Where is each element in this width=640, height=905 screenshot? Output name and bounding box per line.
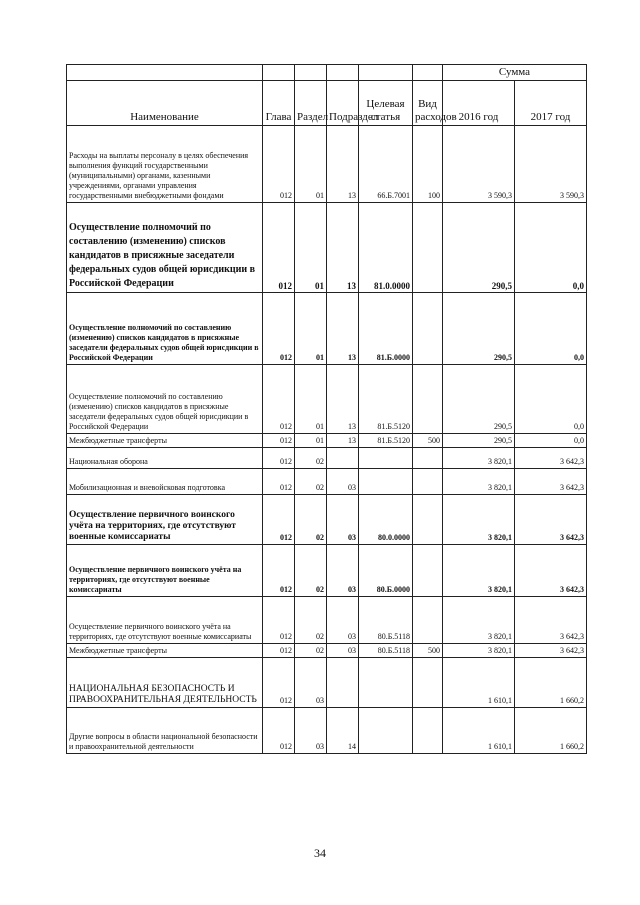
- row-glava: 012: [263, 448, 295, 469]
- header-razdel: Раздел: [295, 81, 327, 126]
- row-glava: 012: [263, 203, 295, 293]
- row-2016: 3 820,1: [443, 469, 515, 495]
- row-vid: [413, 203, 443, 293]
- row-razdel: 01: [295, 434, 327, 448]
- row-name: Межбюджетные трансферты: [67, 644, 263, 658]
- header-blank-cell: [327, 65, 359, 81]
- table-row: [67, 469, 587, 495]
- header-name: Наименование: [67, 81, 263, 126]
- row-razdel: 03: [295, 658, 327, 708]
- row-podrazdel: [327, 658, 359, 708]
- row-2016: 290,5: [443, 434, 515, 448]
- row-podrazdel: [327, 448, 359, 469]
- table-row: [67, 658, 587, 708]
- row-vid: [413, 495, 443, 545]
- row-vid: [413, 469, 443, 495]
- row-name: Осуществление полномочий по составлению (изменению) списков кандидатов в присяжные заседатели федеральных судов общей юрисдикции в Российской Федерации: [67, 293, 263, 365]
- header-blank-cell: [263, 65, 295, 81]
- row-2017: 3 642,3: [515, 469, 587, 495]
- row-tselevaya: 81.Б.0000: [359, 293, 413, 365]
- row-vid: [413, 545, 443, 597]
- table-row: [67, 644, 587, 658]
- table-row: [67, 448, 587, 469]
- row-razdel: 02: [295, 644, 327, 658]
- row-2016: 290,5: [443, 203, 515, 293]
- row-razdel: 02: [295, 597, 327, 644]
- row-2016: 290,5: [443, 293, 515, 365]
- row-2017: 1 660,2: [515, 708, 587, 754]
- row-razdel: 02: [295, 545, 327, 597]
- row-razdel: 02: [295, 448, 327, 469]
- row-name: Национальная оборона: [67, 448, 263, 469]
- row-razdel: 01: [295, 126, 327, 203]
- row-glava: 012: [263, 434, 295, 448]
- row-name: Осуществление полномочий по составлению (изменению) списков кандидатов в присяжные заседатели федеральных судов общей юрисдикции в Российской Федерации: [67, 203, 263, 293]
- table-row: [67, 434, 587, 448]
- row-2017: 0,0: [515, 203, 587, 293]
- row-vid: [413, 293, 443, 365]
- header-glava: Глава: [263, 81, 295, 126]
- row-glava: 012: [263, 545, 295, 597]
- row-2016: 3 820,1: [443, 448, 515, 469]
- row-2016: 3 820,1: [443, 597, 515, 644]
- row-2017: 3 642,3: [515, 644, 587, 658]
- row-tselevaya: 81.Б.5120: [359, 434, 413, 448]
- row-vid: 500: [413, 434, 443, 448]
- row-vid: [413, 658, 443, 708]
- row-tselevaya: 81.0.0000: [359, 203, 413, 293]
- row-podrazdel: 03: [327, 644, 359, 658]
- row-tselevaya: 80.Б.5118: [359, 597, 413, 644]
- row-2017: 3 642,3: [515, 448, 587, 469]
- header-tselevaya: Целевая статья: [359, 81, 413, 126]
- row-2016: 1 610,1: [443, 658, 515, 708]
- row-tselevaya: [359, 469, 413, 495]
- table-row: [67, 126, 587, 203]
- row-podrazdel: 14: [327, 708, 359, 754]
- header-blank-cell: [67, 65, 263, 81]
- row-podrazdel: 13: [327, 293, 359, 365]
- row-name: Расходы на выплаты персоналу в целях обеспечения выполнения функций государственными (муниципальными) органами, казенными учреждениями, органами управления государственными внебюджетными фондами: [67, 126, 263, 203]
- row-2016: 1 610,1: [443, 708, 515, 754]
- row-2016: 3 820,1: [443, 545, 515, 597]
- row-glava: 012: [263, 365, 295, 434]
- row-2017: 0,0: [515, 434, 587, 448]
- row-glava: 012: [263, 495, 295, 545]
- row-tselevaya: 80.Б.5118: [359, 644, 413, 658]
- row-2016: 3 820,1: [443, 644, 515, 658]
- table-row: [67, 545, 587, 597]
- row-podrazdel: 03: [327, 545, 359, 597]
- table-row: [67, 597, 587, 644]
- budget-table: [66, 64, 587, 754]
- row-glava: 012: [263, 293, 295, 365]
- row-razdel: 02: [295, 495, 327, 545]
- row-podrazdel: 13: [327, 203, 359, 293]
- row-vid: [413, 597, 443, 644]
- row-2017: 0,0: [515, 293, 587, 365]
- header-blank-cell: [295, 65, 327, 81]
- row-2017: 0,0: [515, 365, 587, 434]
- row-2016: 290,5: [443, 365, 515, 434]
- row-podrazdel: 13: [327, 126, 359, 203]
- header-2017: 2017 год: [515, 81, 587, 126]
- table-row: [67, 293, 587, 365]
- row-glava: 012: [263, 644, 295, 658]
- row-tselevaya: [359, 708, 413, 754]
- row-vid: [413, 365, 443, 434]
- table-row: [67, 203, 587, 293]
- row-glava: 012: [263, 708, 295, 754]
- row-podrazdel: 13: [327, 434, 359, 448]
- row-name: Межбюджетные трансферты: [67, 434, 263, 448]
- row-name: Осуществление полномочий по составлению (изменению) списков кандидатов в присяжные заседатели федеральных судов общей юрисдикции в Российской Федерации: [67, 365, 263, 434]
- row-vid: [413, 708, 443, 754]
- table-header: [67, 65, 587, 126]
- table-row: [67, 365, 587, 434]
- row-2017: 1 660,2: [515, 658, 587, 708]
- header-blank-cell: [359, 65, 413, 81]
- table-row: [67, 495, 587, 545]
- row-2017: 3 642,3: [515, 597, 587, 644]
- row-podrazdel: 03: [327, 495, 359, 545]
- row-glava: 012: [263, 126, 295, 203]
- row-name: Осуществление первичного воинского учёта на территориях, где отсутствуют военные комиссариаты: [67, 597, 263, 644]
- row-razdel: 02: [295, 469, 327, 495]
- row-tselevaya: 80.Б.0000: [359, 545, 413, 597]
- row-2016: 3 820,1: [443, 495, 515, 545]
- header-blank-cell: [413, 65, 443, 81]
- row-glava: 012: [263, 469, 295, 495]
- row-razdel: 01: [295, 365, 327, 434]
- row-name: Осуществление первичного воинского учёта на территориях, где отсутствуют военные комиссариаты: [67, 495, 263, 545]
- row-tselevaya: 80.0.0000: [359, 495, 413, 545]
- row-tselevaya: [359, 448, 413, 469]
- row-tselevaya: [359, 658, 413, 708]
- header-summa: Сумма: [443, 65, 587, 81]
- row-2017: 3 642,3: [515, 495, 587, 545]
- row-vid: [413, 448, 443, 469]
- page-number: 34: [314, 846, 326, 860]
- row-2016: 3 590,3: [443, 126, 515, 203]
- header-podrazdel: Подраздел: [327, 81, 359, 126]
- row-podrazdel: 03: [327, 469, 359, 495]
- row-razdel: 01: [295, 293, 327, 365]
- row-name: Другие вопросы в области национальной безопасности и правоохранительной деятельности: [67, 708, 263, 754]
- row-name: Осуществление первичного воинского учёта на территориях, где отсутствуют военные комиссариаты: [67, 545, 263, 597]
- row-glava: 012: [263, 658, 295, 708]
- row-vid: 100: [413, 126, 443, 203]
- row-2017: 3 590,3: [515, 126, 587, 203]
- table-row: [67, 708, 587, 754]
- row-name: НАЦИОНАЛЬНАЯ БЕЗОПАСНОСТЬ И ПРАВООХРАНИТЕЛЬНАЯ ДЕЯТЕЛЬНОСТЬ: [67, 658, 263, 708]
- row-tselevaya: 81.Б.5120: [359, 365, 413, 434]
- row-podrazdel: 13: [327, 365, 359, 434]
- row-razdel: 03: [295, 708, 327, 754]
- row-name: Мобилизационная и вневойсковая подготовка: [67, 469, 263, 495]
- header-vid: Вид расходов: [413, 81, 443, 126]
- row-2017: 3 642,3: [515, 545, 587, 597]
- row-vid: 500: [413, 644, 443, 658]
- row-tselevaya: 66.Б.7001: [359, 126, 413, 203]
- row-podrazdel: 03: [327, 597, 359, 644]
- row-razdel: 01: [295, 203, 327, 293]
- row-glava: 012: [263, 597, 295, 644]
- header-2016: 2016 год: [443, 81, 515, 126]
